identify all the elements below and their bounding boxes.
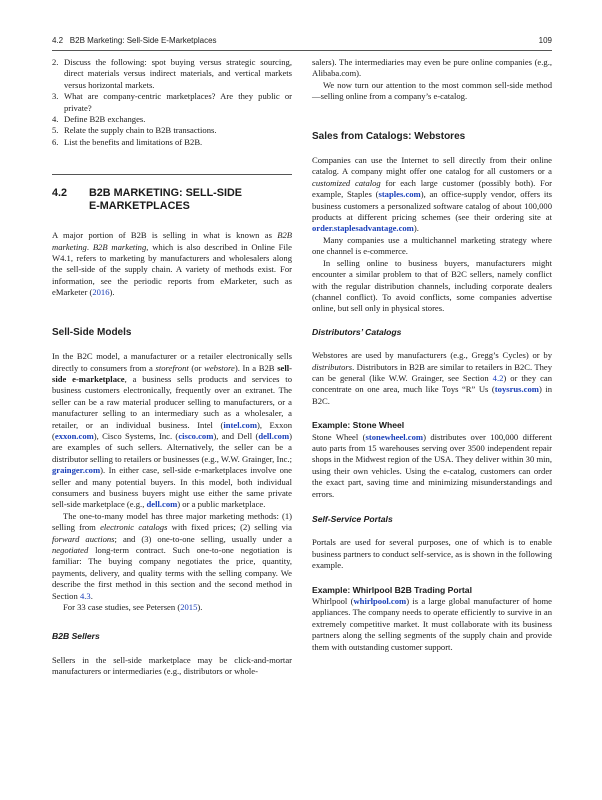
text: ), an office-supply vendor, offers its business customers a personalized software catalog of about 100,000 products at different pricing schemes (see their ordering site at xyxy=(312,189,552,223)
text: For 33 case studies, see Petersen ( xyxy=(63,602,181,613)
section-link[interactable]: 4.3 xyxy=(79,590,91,601)
term: electronic catalogs xyxy=(100,522,168,533)
question-text: What are company-centric marketplaces? Are they public or private? xyxy=(64,91,292,113)
intro-paragraph xyxy=(52,230,292,298)
web-link[interactable]: intel.com xyxy=(223,419,258,430)
term: storefront xyxy=(155,362,189,373)
term: B2B marketing xyxy=(52,230,292,252)
subheading-b2b-sellers: B2B Sellers xyxy=(52,631,100,642)
question-number: 5. xyxy=(52,125,59,136)
term: forward auctions xyxy=(52,533,115,544)
section-heading xyxy=(52,174,292,213)
text: ) in B2C. xyxy=(312,384,553,406)
subheading-sell-side-models: Sell-Side Models xyxy=(52,326,132,338)
text: ) are examples of such sellers. Alternatively, the seller can be a distributor selling to retailers or businesses (e.g., W.W. Grainger, Inc.; xyxy=(52,430,292,464)
text: ). xyxy=(197,602,203,613)
text: The one-to-many model has three major marketing methods: (1) selling from xyxy=(52,510,292,533)
question-item xyxy=(52,114,292,125)
right-column xyxy=(312,57,552,653)
text: ), Cisco Systems, Inc. ( xyxy=(93,430,179,441)
section-title-line2: E-MARKETPLACES xyxy=(89,200,190,213)
text: ) or a public marketplace. xyxy=(177,499,266,510)
web-link[interactable]: dell.com xyxy=(258,430,290,441)
question-text: Define B2B exchanges. xyxy=(64,114,146,125)
web-link[interactable]: toysrus.com xyxy=(494,384,539,395)
text: , a business sells products and services to business customers electronically, frequently over an extranet. The seller can be a raw material producer selling to manufacturers, or a manufacturer selling to an intermediary such as a wholesaler, a retailer, or an individual business. Intel ( xyxy=(52,373,292,430)
text: . xyxy=(90,590,93,601)
running-head-title: B2B Marketing: Sell-Side E-Marketplaces xyxy=(69,36,217,45)
question-item xyxy=(52,57,292,91)
section-number: 4.2 xyxy=(52,187,68,200)
question-number: 2. xyxy=(52,57,59,67)
text: ) distributes over 100,000 different auto parts from 15 warehouses serving over 3500 independent repair shops in the Midwest region of the USA. They deliver within 30 min, using their own vehicles. Using the e-catalog, customers can order the exact part, saving time and minimizing misunderstandings and errors. xyxy=(312,431,552,499)
distributors-paragraph xyxy=(312,350,552,407)
term: customized catalog xyxy=(312,177,381,188)
question-text: List the benefits and limitations of B2B. xyxy=(64,136,203,147)
text: for each large customer (possibly both). For example, Staples ( xyxy=(312,177,552,200)
text: ), Exxon ( xyxy=(52,419,292,441)
web-link[interactable]: cisco.com xyxy=(178,430,214,441)
whirlpool-paragraph xyxy=(312,596,552,653)
web-link[interactable]: order.staplesadvantage.com xyxy=(312,223,414,234)
text: ). xyxy=(109,287,115,298)
text: ; and (3) one-to-one selling, usually under a xyxy=(114,533,292,544)
running-head-section-number: 4.2 xyxy=(52,36,64,45)
key-term: sell-side e-marketplace xyxy=(52,362,292,384)
web-link[interactable]: staples.com xyxy=(378,189,421,200)
text: ). In a B2B xyxy=(234,362,278,373)
example-heading-stone-wheel: Example: Stone Wheel xyxy=(312,420,405,431)
running-head xyxy=(52,36,552,51)
text: ). xyxy=(413,223,419,234)
text: (or xyxy=(188,362,205,373)
section-title-line1: B2B MARKETING: SELL-SIDE xyxy=(89,187,242,200)
question-number: 3. xyxy=(52,91,59,102)
text: . Distributors in B2B are similar to retailers in B2C. They can be general (like W.W. Grainger, see Section xyxy=(312,361,552,383)
text: with fixed prices; (2) selling via xyxy=(167,522,293,533)
text: In the B2C model, a manufacturer or a retailer electronically sells directly to consumers from a xyxy=(52,351,292,373)
catalogs-paragraph-2: Many companies use a multichannel marketing strategy where one channel is e-commerce. xyxy=(312,234,552,257)
subheading-catalogs: Sales from Catalogs: Webstores xyxy=(312,130,466,142)
text: long-term contract. Such one-to-one negotiation is familiar: The buying company negotiates the price, quantity, payments, delivery, and quality terms with the selling company. We describe the first method in this section and the second method in Section xyxy=(52,545,292,601)
self-service-paragraph: Portals are used for several purposes, one of which is to enable business partners to conduct self-service, as is shown in the following example. xyxy=(312,537,552,571)
web-link[interactable]: stonewheel.com xyxy=(365,431,424,442)
text: , which is also described in Online File W4.1, refers to marketing by manufacturers and wholesalers along the sell-side of the supply chain. A variety of methods exist. For information, see the periodic reports from eMarketer, such as eMarketer ( xyxy=(52,241,292,298)
web-link[interactable]: dell.com xyxy=(146,499,178,510)
sell-side-paragraph-1 xyxy=(52,351,292,511)
text: Stone Wheel ( xyxy=(312,431,366,442)
subheading-self-service: Self-Service Portals xyxy=(312,514,393,524)
section-link[interactable]: 4.2 xyxy=(492,372,504,383)
question-item xyxy=(52,125,292,136)
b2b-sellers-paragraph-2: We now turn our attention to the most common sell-side method—selling online from a company’s e-catalog. xyxy=(312,79,552,102)
web-link[interactable]: grainger.com xyxy=(52,465,101,476)
text: ), and Dell ( xyxy=(213,430,259,441)
catalogs-paragraph-3: In selling online to business buyers, manufacturers might encounter a similar problem to that of B2C sellers, namely conflict with the regular distribution channels, including corporate dealers (channel conflict). To avoid conflicts, some companies advertise online, but sell only in physical stores. xyxy=(312,257,552,314)
sell-side-paragraph-3 xyxy=(52,602,292,613)
question-text: Discuss the following: spot buying versus strategic sourcing, direct materials versus indirect materials, and vertical markets versus horizontal markets. xyxy=(64,57,292,90)
term: negotiated xyxy=(52,545,89,555)
b2b-sellers-paragraph-continued: salers). The intermediaries may even be pure online companies (e.g., Alibaba.com). xyxy=(312,57,552,79)
text: Companies can use the Internet to sell directly from their online catalog. A company might offer one catalog for all customers or a xyxy=(312,155,552,177)
question-number: 4. xyxy=(52,114,59,125)
text: ) is a large global manufacturer of home appliances. The company needs to operate efficiently to survive in an extremely competitive market. It must collaborate with its business partners along the selling segments of the supply chain and provide them with outstanding customer support. xyxy=(312,596,552,652)
review-questions xyxy=(52,57,292,148)
term: webstore xyxy=(204,362,235,373)
term: B2B marketing xyxy=(92,241,147,252)
web-link[interactable]: exxon.com xyxy=(54,430,94,441)
running-head-section xyxy=(52,36,217,45)
question-text: Relate the supply chain to B2B transactions. xyxy=(64,125,217,136)
text: ). In either case, sell-side e-marketplaces involve one seller and many potential buyers. In this model, both individual consumers and business buyers might use either the same private sell-side marketplace (e.g., xyxy=(52,465,292,510)
question-number: 6. xyxy=(52,136,59,147)
web-link[interactable]: whirlpool.com xyxy=(353,596,407,607)
text: . xyxy=(86,241,93,252)
question-item xyxy=(52,137,292,148)
stone-wheel-paragraph xyxy=(312,432,552,500)
text: A major portion of B2B is selling in what is known as xyxy=(52,230,278,241)
example-heading-whirlpool: Example: Whirlpool B2B Trading Portal xyxy=(312,584,472,595)
question-item xyxy=(52,91,292,114)
term: distributors xyxy=(312,361,353,372)
text: ) or they can concentrate on one area, much like Toys “R” Us ( xyxy=(312,372,553,395)
subheading-distributors: Distributors’ Catalogs xyxy=(312,326,402,337)
b2b-sellers-paragraph: Sellers in the sell-side marketplace may be click-and-mortar manufacturers or intermediaries (e.g., distributors or whole- xyxy=(52,654,292,677)
catalogs-paragraph-1 xyxy=(312,155,552,235)
citation-link[interactable]: 2016 xyxy=(92,287,110,298)
citation-link[interactable]: 2015 xyxy=(180,602,198,613)
text: Whirlpool ( xyxy=(312,596,354,607)
sell-side-paragraph-2 xyxy=(52,511,292,602)
text: Webstores are used by manufacturers (e.g., Gregg’s Cycles) or by xyxy=(312,350,552,361)
page-number: 109 xyxy=(538,36,552,45)
left-column xyxy=(52,57,292,678)
